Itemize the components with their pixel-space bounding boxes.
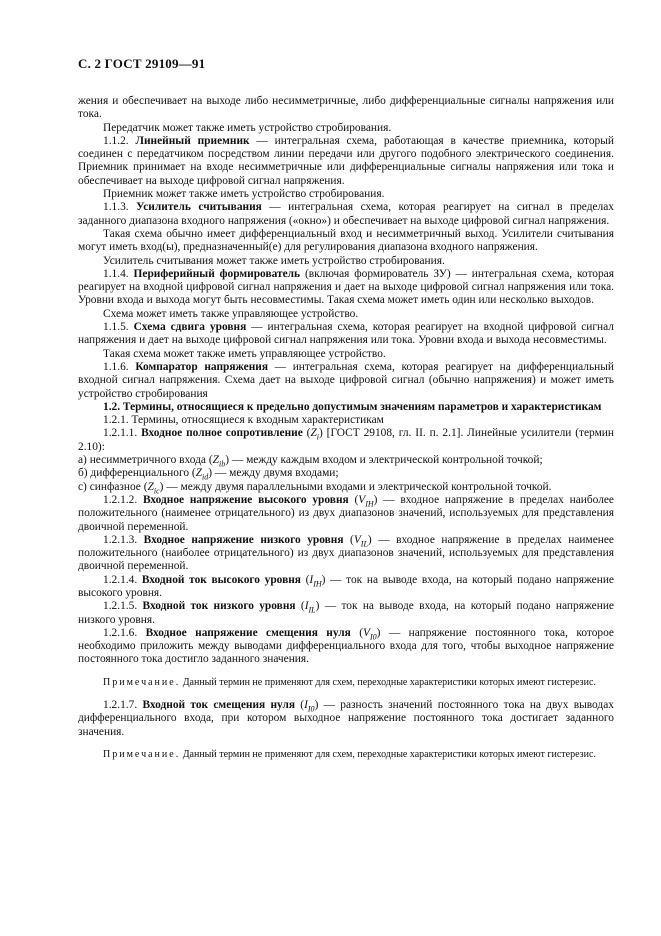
symbol-subscript: ib [218,459,226,469]
term: Входное полное сопротивление [141,427,303,440]
clause-number: 1.1.6. [103,360,129,373]
section-heading-1-2 [78,401,614,414]
paren: ( [302,427,311,440]
note-label: Примечание. [103,676,181,688]
definition-text: — интегральная схема, которая реагирует на дифференциальный входной сигнал напряжения. Схема дает на выходе цифровой сигнал (обычно напряжения) и может иметь устройство стробирования [78,360,614,400]
term: Входное напряжение смещения нуля [145,626,351,639]
symbol-subscript: id [202,472,209,482]
paren: ( [295,699,305,712]
list-item-prefix: с) синфазное ( [78,480,148,493]
note-text: Данный термин не применяют для схем, переходные характеристики которых имеют гистерезис. [180,749,596,761]
term-paragraph-1-2-1-7 [78,699,614,739]
clause-number: 1.2.1.4. [103,573,138,586]
symbol-subscript: IL [360,539,368,549]
list-item-b [78,467,614,480]
paren: ( [343,533,354,546]
note-text: Данный термин не применяют для схем, переходные характеристики которых имеют гистерезис. [180,676,596,688]
paren: ( [295,600,305,613]
definition-text: ) [ГОСТ 29108, гл. II. п. 2.1]. Линейные усилители (термин 2.10): [78,427,614,453]
paragraph: Схема может иметь также управляющее устройство. [103,307,359,320]
definition-text: ) — разность значений постоянного тока на двух выводах дифференциального входа, при котором выходное напряжение постоянного тока достигает заданного значения. [78,699,614,738]
term-paragraph-1-1-2 [78,135,614,188]
term: Компаратор напряжения [135,360,268,373]
page-header: С. 2 ГОСТ 29109—91 [78,56,206,71]
clause-number: 1.2.1.7. [103,699,138,712]
document-body [78,95,614,771]
term-paragraph-1-2-1-4 [78,574,614,601]
clause-number: 1.2.1.6. [103,626,138,639]
list-item-prefix: б) дифференциального ( [78,467,196,480]
term-paragraph-1-2-1-3 [78,534,614,574]
definition-text: ) — входное напряжение в пределах наиболее положительного (наименее отрицательного) из двух диапазонов значений, используемых для представления двоичной переменной. [78,493,614,533]
paragraph: Такая схема обычно имеет дифференциальный вход и несимметричный выход. Усилители считывания могут иметь вход(ы), предназначенный(е) для регулирования диапазона входного напряжения. [78,227,614,254]
term-paragraph-1-2-1-6 [78,627,614,667]
note-2 [78,749,614,761]
term: Схема сдвига уровня [133,321,247,334]
note-1 [78,677,614,689]
paragraph: Приемник может также иметь устройство стробирования. [103,188,385,201]
term-paragraph-1-1-6 [78,361,614,401]
definition-text: ) — ток на выводе входа, на который подано напряжение высокого уровня. [78,573,614,599]
term-paragraph-1-2-1-5 [78,600,614,627]
symbol: V [358,493,366,506]
term: Усилитель считывания [136,201,262,214]
term-paragraph-1-1-3 [78,201,614,228]
list-item-prefix: а) несимметричного входа ( [78,454,213,467]
symbol-subscript: i [316,432,320,442]
symbol-subscript: I0 [307,704,315,714]
symbol: V [353,533,361,546]
term-paragraph-1-2-1-1 [78,427,614,454]
term: Входной ток высокого уровня [141,573,301,586]
definition-text: ) — входное напряжение в пределах наименее положительного (наиболее отрицательного) из двух диапазонов значений, используемых для представления двоичной переменной. [78,533,614,573]
list-item-text: ) — между каждым входом и электрической контрольной точкой; [225,454,543,467]
term: Периферийный формирователь [133,267,301,280]
paren: ( [300,573,310,586]
term-paragraph-1-1-4 [78,268,614,308]
clause-number: 1.1.4. [103,267,129,280]
symbol-subscript: IL [308,605,316,615]
symbol: Z [310,427,317,440]
section-heading-text: 1.2. Термины, относящиеся к предельно допустимым значениям параметров и характеристикам [103,400,602,413]
definition-text: ) — ток на выводе входа, на который подано напряжение низкого уровня. [78,600,614,626]
clause-number: 1.2.1.3. [103,533,138,546]
note-label: Примечание. [103,749,181,761]
paragraph: Такая схема может также иметь управляющее устройство. [103,347,386,360]
symbol-subscript: ic [153,485,160,495]
term: Входной ток низкого уровня [142,600,296,613]
paragraph: Передатчик может также иметь устройство стробирования. [103,121,392,134]
list-item-text: ) — между двумя параллельными входами и электрической контрольной точкой. [159,480,552,493]
term: Входной ток смещения нуля [142,699,296,712]
symbol: Z [147,480,154,493]
paragraph-continuation: жения и обеспечивает на выходе либо несимметричные, либо дифференциальные сигналы напряжения или тока. [78,95,614,121]
symbol: I [304,600,309,613]
subsection-heading-1-2-1: 1.2.1. Термины, относящиеся к входным характеристикам [103,414,384,427]
paren: ( [350,626,364,639]
term: Входное напряжение низкого уровня [143,533,344,546]
symbol-subscript: IH [313,578,322,588]
clause-number: 1.2.1.5. [103,600,138,613]
definition-text: — интегральная схема, которая реагирует на входной цифровой сигнал напряжения и дает на выходе цифровой сигнал напряжения или тока. Уровни входа и выхода несовместимы. [78,321,614,347]
clause-number: 1.2.1.2. [103,493,138,506]
term: Входное напряжение высокого уровня [142,493,349,506]
definition-text: (включая формирователь ЗУ) — интегральная схема, которая реагирует на входной цифровой сигнал напряжения и дает на выходе цифровой сигнал напряжения или тока. Уровни входа и выхода могут быть несовместимы. Такая схема может иметь один или несколько выходов. [78,267,614,307]
symbol: Z [195,467,203,480]
clause-number: 1.1.5. [103,321,129,334]
definition-text: — интегральная схема, работающая в качестве приемника, который соединен с передатчиком посредством линии передачи или другого подобного электрического соединения. Приемник принимает на входе несимметричные или дифференциальные сигналы напряжения или тока и обеспечивает на выходе цифровой сигнал напряжения. [78,134,614,187]
list-item-c [78,481,614,494]
definition-text: — интегральная схема, которая реагирует на сигнал в пределах заданного диапазона входного напряжения («окно») и обеспечивает на выходе цифровой сигнал напряжения. [78,201,614,227]
list-item-a [78,454,614,467]
clause-number: 1.1.3. [103,201,129,214]
paren: ( [348,493,359,506]
term: Линейный приемник [135,134,250,147]
symbol-subscript: I0 [370,632,377,642]
term-paragraph-1-2-1-2 [78,494,614,534]
definition-text: ) — напряжение постоянного тока, которое необходимо приложить между выводами дифференциального входа для того, чтобы выходное напряжение постоянного тока достигло заданного значения. [78,626,614,666]
clause-number: 1.1.2. [103,134,129,147]
symbol: V [363,626,370,639]
list-item-text: ) — между двумя входами; [208,467,339,480]
symbol: Z [212,454,219,467]
symbol: I [304,699,308,712]
term-paragraph-1-1-5 [78,321,614,348]
paragraph: Усилитель считывания может также иметь устройство стробирования. [103,254,445,267]
symbol-subscript: IH [365,499,374,509]
clause-number: 1.2.1.1. [103,427,138,440]
symbol: I [309,573,314,586]
